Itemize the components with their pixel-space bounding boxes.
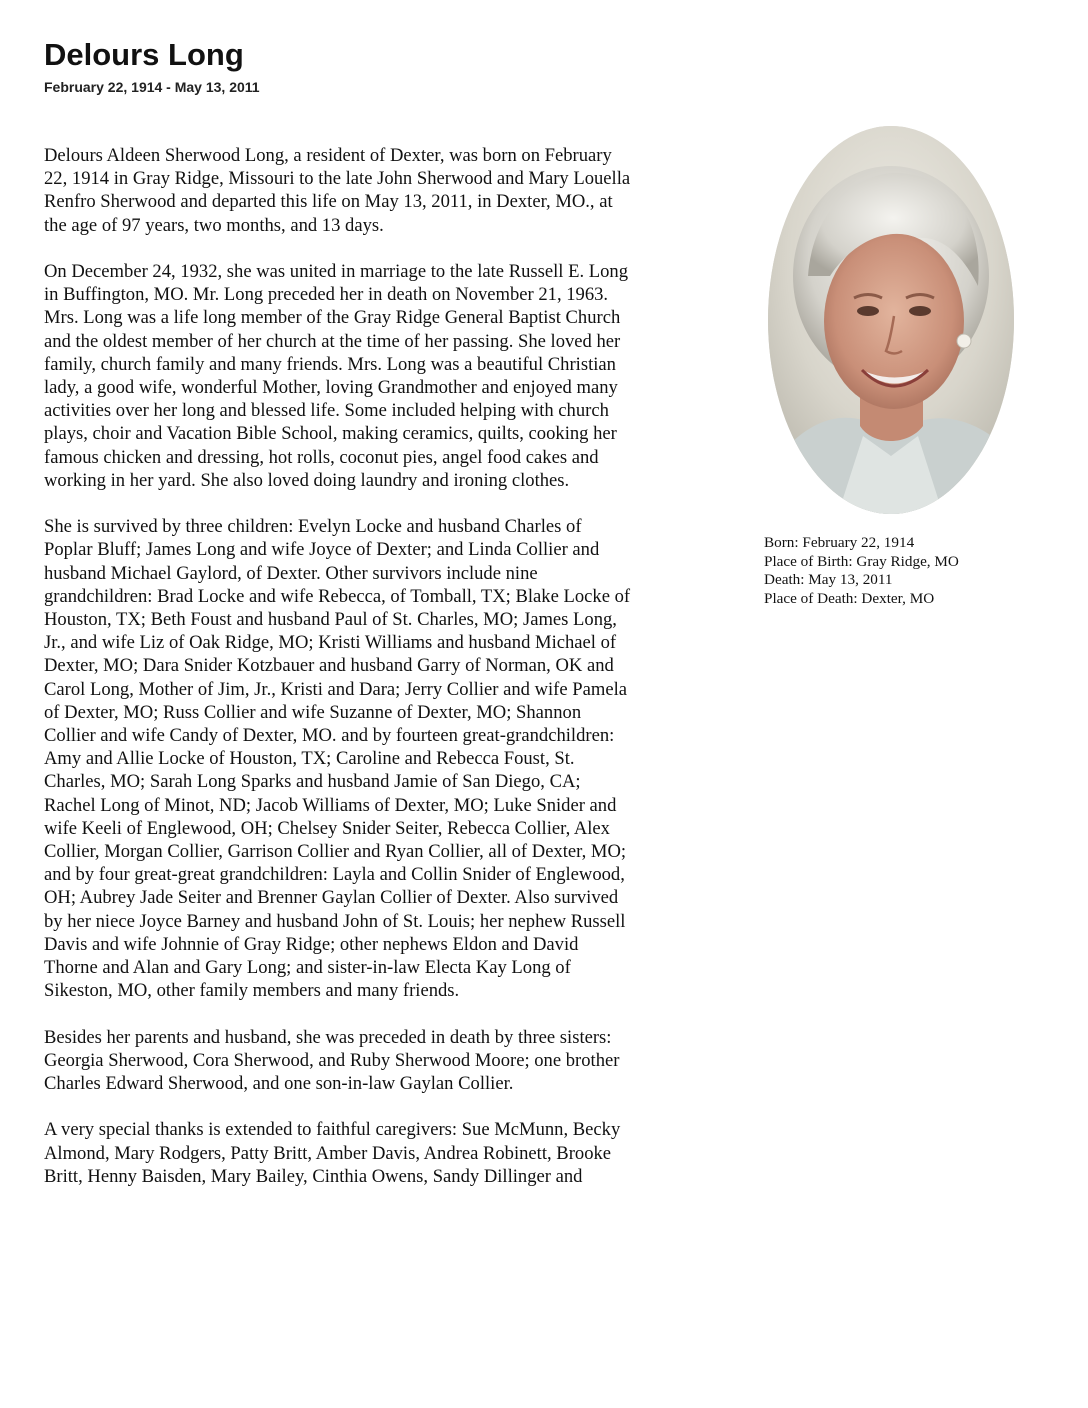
life-dates: February 22, 1914 - May 13, 2011: [44, 79, 260, 95]
paragraph-preceded: Besides her parents and husband, she was preceded in death by three sisters: Georgia Sherwood, Cora Sherwood, and Ruby Sherwood Moore; one brother Charles Edward Sherwood, and one son-in-law Gaylan Collier.: [44, 1026, 620, 1095]
place-of-birth-fact: Place of Birth: Gray Ridge, MO: [764, 552, 959, 570]
obituary-body: [44, 144, 744, 1211]
paragraph-birth: Delours Aldeen Sherwood Long, a resident of Dexter, was born on February 22, 1914 in Gray Ridge, Missouri to the late John Sherwood and Mary Louella Renfro Sherwood and departed this life on May 13, 2011, in Dexter, MO., at the age of 97 years, two months, and 13 days.: [44, 145, 631, 236]
paragraph-marriage: On December 24, 1932, she was united in marriage to the late Russell E. Long in Buffington, MO. Mr. Long preceded her in death on November 21, 1963. Mrs. Long was a life long member of the Gray Ridge General Baptist Church and the oldest member of her church at the time of her passing. She loved her family, church family and many friends. Mrs. Long was a beautiful Christian lady, a good wife, wonderful Mother, loving Grandmother and enjoyed many activities over her long and blessed life. Some included helping with church plays, choir and Vacation Bible School, making ceramics, quilts, cooking her famous chicken and dressing, hot rolls, coconut pies, angel food cakes and working in her yard. She also loved doing laundry and ironing clothes.: [44, 261, 629, 491]
portrait-photo: [768, 126, 1014, 514]
paragraph-survivors: She is survived by three children: Evelyn Locke and husband Charles of Poplar Bluff; James Long and wife Joyce of Dexter; and Linda Collier and husband Michael Gaylord, of Dexter. Other survivors include nine grandchildren: Brad Locke and wife Rebecca, of Tomball, TX; Blake Locke of Houston, TX; Beth Foust and husband Paul of St. Charles, MO; James Long, Jr., and wife Liz of Oak Ridge, MO; Kristi Williams and husband Michael of Dexter, MO; Dara Snider Kotzbauer and husband Garry of Norman, OK and Carol Long, Mother of Jim, Jr., Kristi and Dara; Jerry Collier and wife Pamela of Dexter, MO; Russ Collier and wife Suzanne of Dexter, MO; Shannon Collier and wife Candy of Dexter, MO. and by fourteen great-grandchildren: Amy and Allie Locke of Houston, TX; Caroline and Rebecca Foust, St. Charles, MO; Sarah Long Sparks and husband Jamie of San Diego, CA; Rachel Long of Minot, ND; Jacob Williams of Dexter, MO; Luke Snider and wife Keeli of Englewood, OH; Chelsey Snider Seiter, Rebecca Collier, Alex Collier, Morgan Collier, Garrison Collier and Ryan Collier, all of Dexter, MO; and by four great-great grandchildren: Layla and Collin Snider of Englewood, OH; Aubrey Jade Seiter and Brenner Gaylan Collier of Dexter. Also survived by her niece Joyce Barney and husband John of St. Louis; her nephew Russell Davis and wife Johnnie of Gray Ridge; other nephews Eldon and David Thorne and Alan and Gary Long; and sister-in-law Electa Kay Long of Sikeston, MO, other family members and many friends.: [44, 516, 631, 1002]
portrait-image: [768, 126, 1014, 514]
death-fact: Death: May 13, 2011: [764, 571, 893, 589]
paragraph-thanks: A very special thanks is extended to faithful caregivers: Sue McMunn, Becky Almond, Mary Rodgers, Patty Britt, Amber Davis, Andrea Robinett, Brooke Britt, Henny Baisden, Mary Bailey, Cinthia Owens, Sandy Dillinger and: [44, 1119, 621, 1187]
page-title: Delours Long: [44, 37, 244, 72]
born-fact: Born: February 22, 1914: [764, 534, 915, 551]
place-of-death-fact: Place of Death: Dexter, MO: [764, 589, 935, 607]
vital-facts: [764, 534, 1064, 608]
